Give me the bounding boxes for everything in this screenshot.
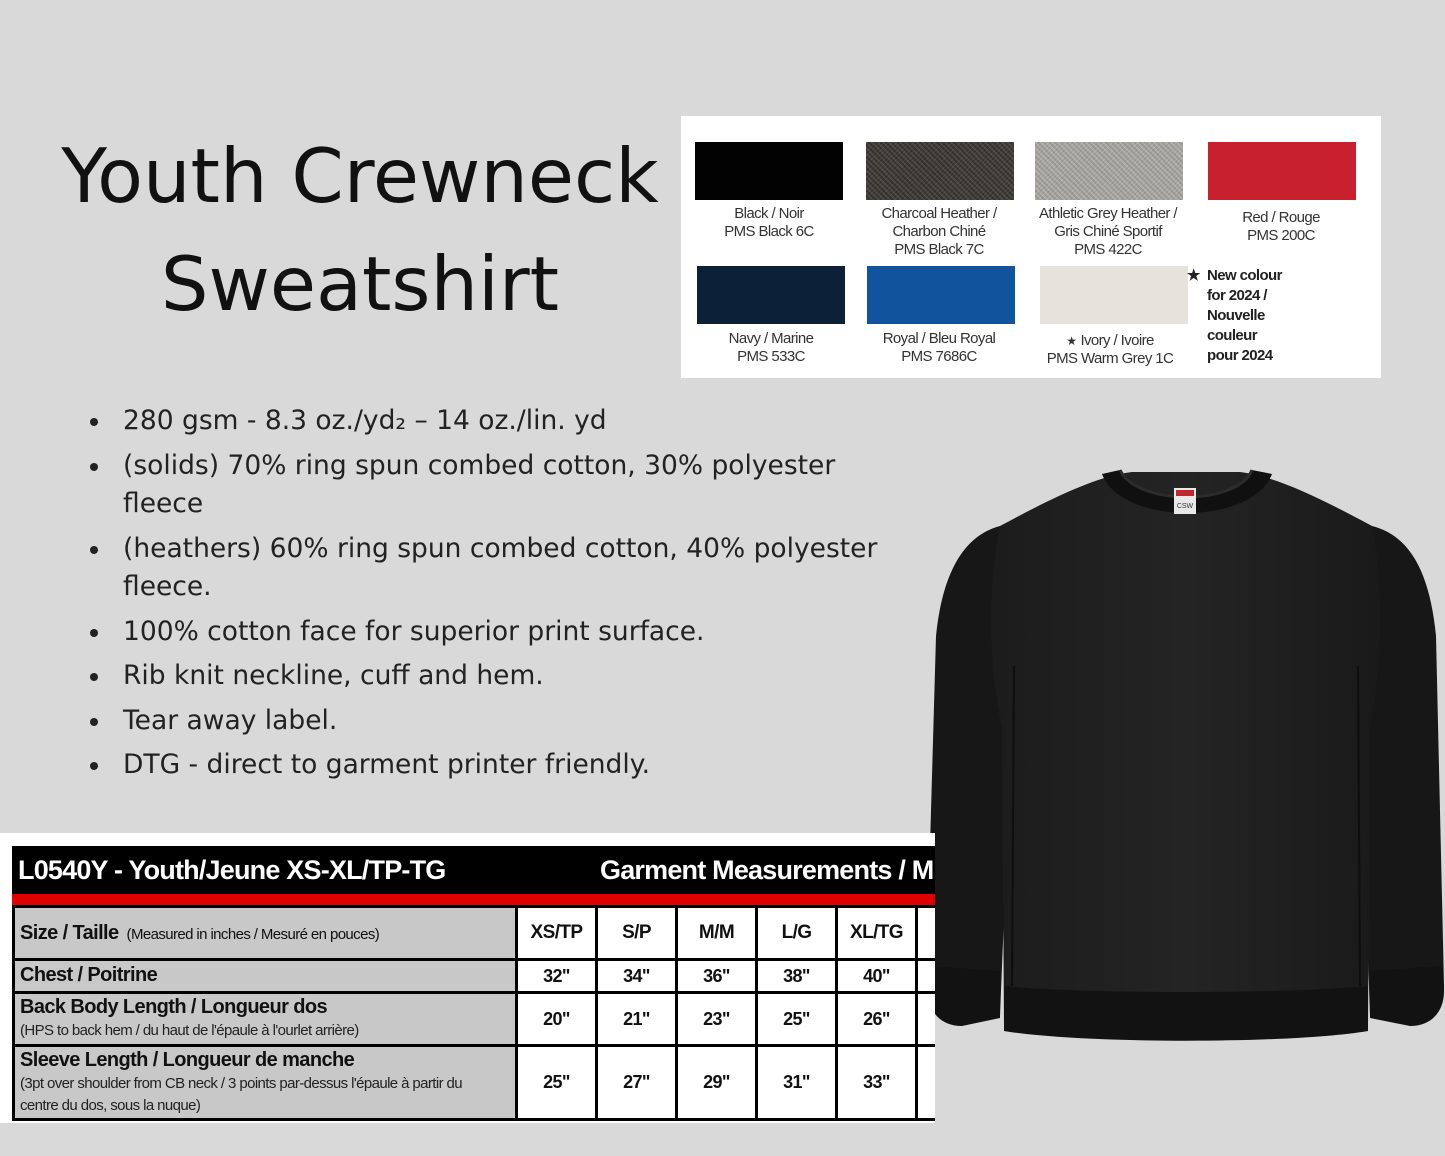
swatch-royal xyxy=(867,266,1015,324)
row-label: Sleeve Length / Longueur de manche xyxy=(20,1049,355,1071)
table-cell: 23" xyxy=(678,994,755,1044)
table-row-back-length xyxy=(12,994,935,1047)
feature-item: Tear away label. xyxy=(88,702,878,741)
row-label: Chest / Poitrine xyxy=(20,964,158,986)
size-header: L/G xyxy=(758,908,835,958)
table-cell: 29" xyxy=(678,1047,755,1118)
table-cell: 31" xyxy=(758,1047,835,1118)
title-line-1: Youth Crewneck xyxy=(61,132,659,220)
title-line-2: Sweatshirt xyxy=(160,240,560,328)
swatch-label-navy: Navy / Marine PMS 533C xyxy=(728,330,814,365)
table-cell: 32" xyxy=(518,961,595,991)
table-cell: 40" xyxy=(838,961,915,991)
garment-label-text: CSW xyxy=(1176,503,1194,510)
feature-item: Rib knit neckline, cuff and hem. xyxy=(88,657,878,696)
row-note: (3pt over shoulder from CB neck / 3 points par-dessus l'épaule à partir du centre du dos, sous la nuque) xyxy=(20,1075,463,1114)
size-header: XS/TP xyxy=(518,908,595,958)
row-label: Back Body Length / Longueur dos xyxy=(20,996,327,1018)
table-cell: 25" xyxy=(758,994,835,1044)
table-row-chest xyxy=(12,961,935,994)
swatch-label-athletic-grey-heather: Athletic Grey Heather / Gris Chiné Sportif PMS 422C xyxy=(1039,205,1177,258)
swatch-athletic-grey-heather xyxy=(1035,142,1183,200)
table-row-sizes xyxy=(12,905,935,961)
feature-item: (solids) 70% ring spun combed cotton, 30% polyester fleece xyxy=(88,447,878,524)
feature-item: 280 gsm - 8.3 oz./yd₂ – 14 oz./lin. yd xyxy=(88,402,878,441)
table-cell: 33" xyxy=(838,1047,915,1118)
swatch-label-black: Black / Noir PMS Black 6C xyxy=(724,205,814,240)
size-table-header xyxy=(12,846,935,894)
new-colour-note: ★ New colour for 2024 / Nouvelle couleur pour 2024 xyxy=(1187,267,1282,364)
swatch-navy xyxy=(697,266,845,324)
size-table-title: L0540Y - Youth/Jeune XS-XL/TP-TG xyxy=(18,855,446,885)
feature-list xyxy=(88,402,878,791)
swatch-ivory xyxy=(1040,266,1188,324)
table-cell: 27" xyxy=(598,1047,675,1118)
size-header: XL/TG xyxy=(838,908,915,958)
table-cell: 25" xyxy=(518,1047,595,1118)
size-header: M/M xyxy=(678,908,755,958)
table-cell: 38" xyxy=(758,961,835,991)
size-label: Size / Taille (Measured in inches / Mesuré en pouces) xyxy=(20,922,380,944)
feature-item: 100% cotton face for superior print surface. xyxy=(88,613,878,652)
swatch-red xyxy=(1208,142,1356,200)
table-cell: 20" xyxy=(518,994,595,1044)
table-cell: 26" xyxy=(838,994,915,1044)
size-table-heading: Garment Measurements / M xyxy=(600,855,934,885)
star-icon: ★ xyxy=(1187,267,1200,284)
feature-item: (heathers) 60% ring spun combed cotton, 40% polyester fleece. xyxy=(88,530,878,607)
row-note: (HPS to back hem / du haut de l'épaule à l'ourlet arrière) xyxy=(20,1022,359,1039)
swatch-label-ivory: ★ Ivory / Ivoire PMS Warm Grey 1C xyxy=(1046,332,1174,367)
size-note: (Measured in inches / Mesuré en pouces) xyxy=(126,926,380,943)
table-cell: 34" xyxy=(598,961,675,991)
page-title xyxy=(40,122,680,338)
size-table-red-bar xyxy=(12,894,935,905)
size-table xyxy=(0,833,935,1123)
new-star-icon: ★ xyxy=(1066,334,1077,348)
table-cell: 36" xyxy=(678,961,755,991)
table-row-sleeve-length xyxy=(12,1047,935,1121)
table-cell: 21" xyxy=(598,994,675,1044)
swatch-label-red: Red / Rouge PMS 200C xyxy=(1242,209,1320,244)
swatch-black xyxy=(695,142,843,200)
color-swatch-panel xyxy=(681,116,1381,378)
swatch-charcoal-heather xyxy=(866,142,1014,200)
swatch-label-royal: Royal / Bleu Royal PMS 7686C xyxy=(882,330,996,365)
swatch-label-charcoal-heather: Charcoal Heather / Charbon Chiné PMS Black 7C xyxy=(881,205,997,258)
size-header: S/P xyxy=(598,908,675,958)
sweatshirt-image xyxy=(922,466,1445,1081)
feature-item: DTG - direct to garment printer friendly. xyxy=(88,746,878,785)
